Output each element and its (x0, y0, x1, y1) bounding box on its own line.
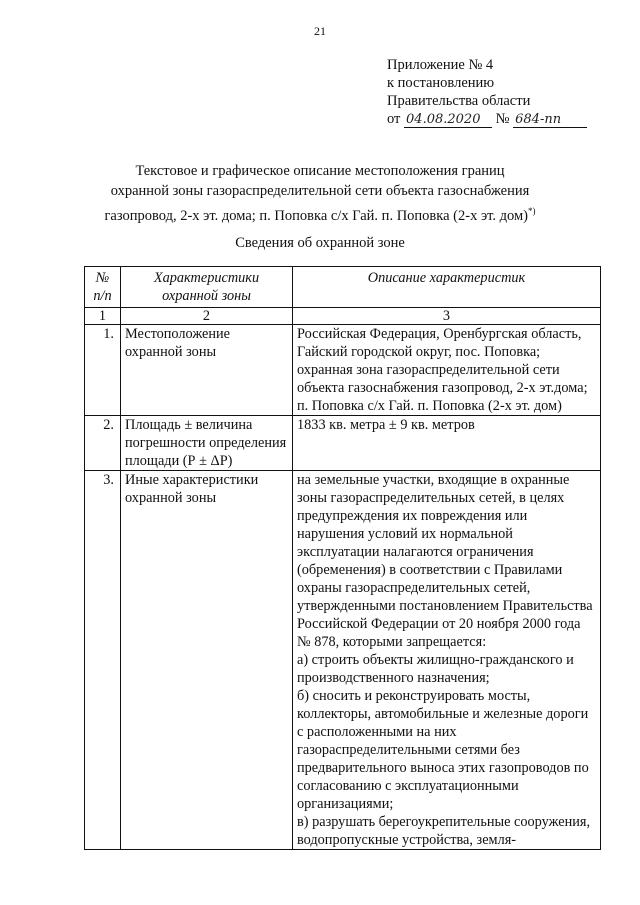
appendix-line-2: к постановлению (387, 75, 495, 91)
row-characteristic: Местоположение охранной зоны (121, 325, 293, 416)
page-number: 21 (314, 24, 326, 38)
row-description (293, 471, 601, 850)
row-number: 3. (85, 471, 121, 850)
column-index: 1 (85, 308, 121, 325)
title-line-1: Текстовое и графическое описание местоположения границ (135, 163, 505, 179)
restriction-item-c: в) разрушать берегоукрепительные сооружения, водопропускные устройства, земля- (297, 814, 591, 848)
footnote-mark: *) (528, 206, 536, 216)
header-num: № п/п (85, 267, 121, 308)
title-line-3: газопровод, 2-х эт. дома; п. Поповка с/х Гай. п. Поповка (2-х эт. дом)*) (104, 206, 536, 224)
row-characteristic: Иные характеристики охранной зоны (121, 471, 293, 850)
handwritten-date: 04.08.2020 (404, 113, 492, 128)
restriction-item-b: б) сносить и реконструировать мосты, коллекторы, автомобильные и железные дороги с расположенными на них газораспределительными сетями без предварительного выноса этих газопроводов по согласованию с эксплуатационными организациями; (297, 688, 589, 812)
title-line-2: охранной зоны газораспределительной сети объекта газоснабжения (110, 183, 530, 199)
table-row (85, 325, 601, 416)
table-header-row (85, 267, 601, 308)
row-number: 1. (85, 325, 121, 416)
row-description: Российская Федерация, Оренбургская область, Гайский городской округ, пос. Поповка; охранная зона газораспределительной сети объекта газоснабжения газопровод, 2-х эт.дома; п. Поповка с/х Гай. п. Поповка (2-х эт. дом) (293, 325, 601, 416)
document-title (60, 161, 580, 226)
column-index: 3 (293, 308, 601, 325)
row-description: 1833 кв. метра ± 9 кв. метров (293, 416, 601, 471)
row-characteristic: Площадь ± величина погрешности определения площади (Р ± ΔР) (121, 416, 293, 471)
appendix-date-number-line (387, 110, 587, 128)
header-description: Описание характеристик (293, 267, 601, 308)
appendix-block (387, 56, 587, 128)
appendix-line-1: Приложение № 4 (387, 57, 494, 73)
row-number: 2. (85, 416, 121, 471)
header-characteristic: Характеристики охранной зоны (121, 267, 293, 308)
restrictions-intro: на земельные участки, входящие в охранные зоны газораспределительных сетей, в целях предупреждения их повреждения или нарушения условий их нормальной эксплуатации налагаются ограничения (обременения) в соответствии с Правилами охраны газораспределительных сетей, утвержденными постановлением Правительства Российской Федерации от 20 ноября 2000 года № 878, которыми запрещается: (297, 472, 593, 650)
restriction-item-a: а) строить объекты жилищно-гражданского и производственного назначения; (297, 652, 574, 686)
table-row (85, 471, 601, 850)
column-index-row (85, 308, 601, 325)
handwritten-number: 684-пп (513, 113, 587, 128)
column-index: 2 (121, 308, 293, 325)
appendix-line-3: Правительства области (387, 93, 531, 109)
zone-info-table (84, 266, 601, 850)
section-subtitle: Сведения об охранной зоне (235, 235, 405, 251)
from-prefix: от (387, 111, 401, 127)
table-row (85, 416, 601, 471)
number-sign: № (495, 111, 510, 127)
